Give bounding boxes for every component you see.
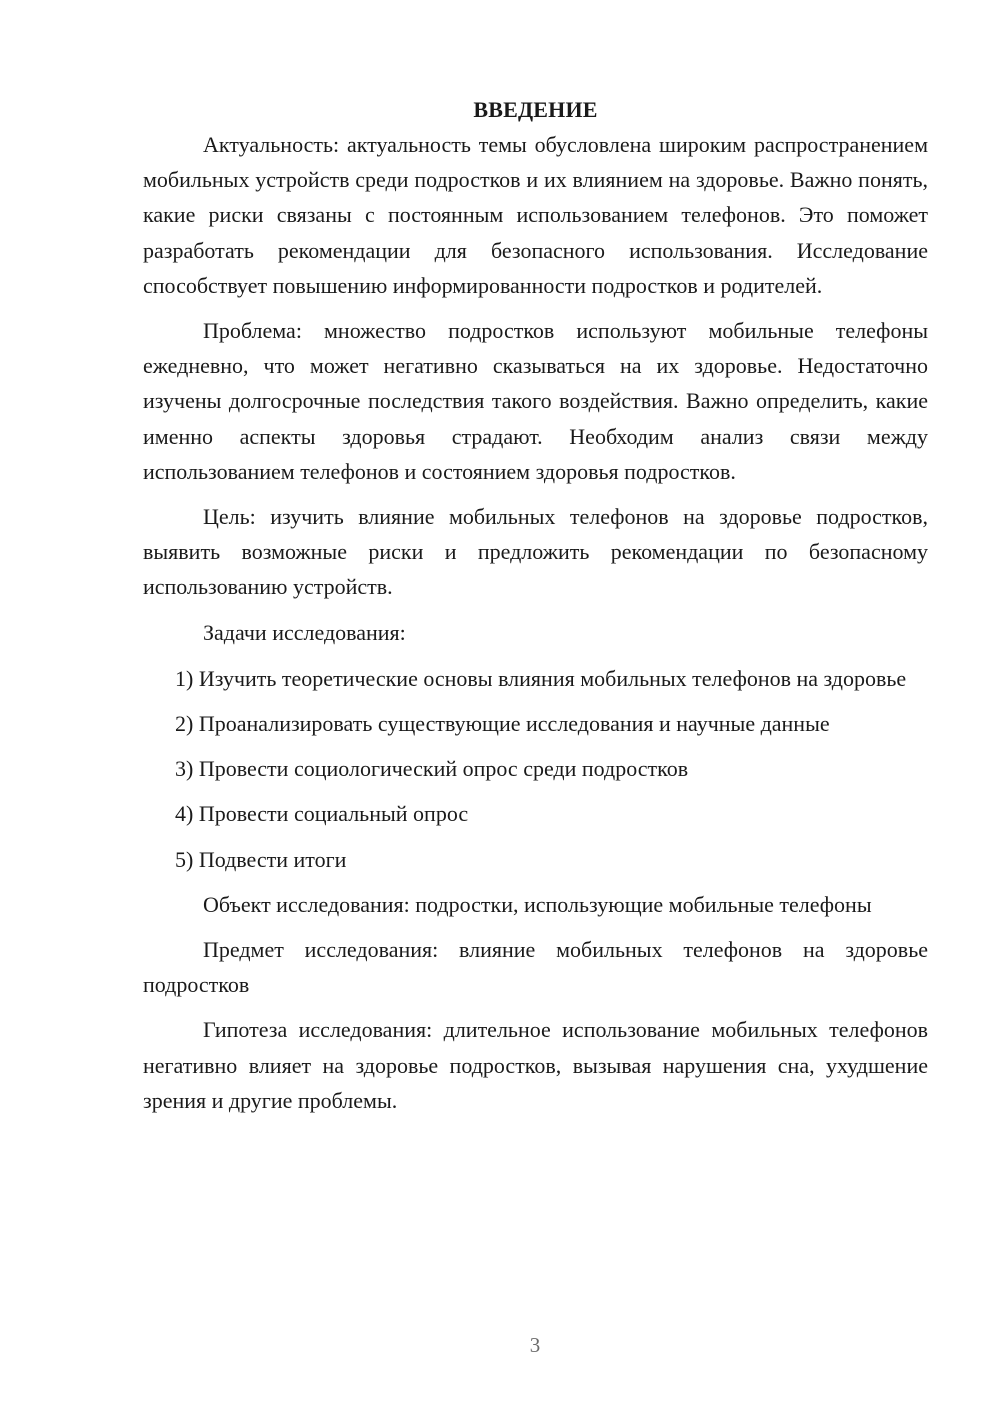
page-number: 3 [529,1333,541,1357]
problem-paragraph: Проблема: множество подростков используют мобильные телефоны ежедневно, что может негативно сказываться на их здоровье. Недостаточно изучены долгосрочные последствия такого воздействия. Важно определить, какие именно аспекты здоровья страдают. Необходим анализ связи между использованием телефонов и состоянием здоровья подростков. [143,318,928,484]
hypothesis-paragraph: Гипотеза исследования: длительное использование мобильных телефонов негативно влияет на здоровье подростков, вызывая нарушения сна, ухудшение зрения и другие проблемы. [143,1017,928,1113]
object-paragraph: Объект исследования: подростки, использующие мобильные телефоны [203,891,872,917]
task-item-3: 3) Провести социологический опрос среди подростков [175,756,689,782]
subject-paragraph: Предмет исследования: влияние мобильных телефонов на здоровье подростков [143,937,928,998]
task-item-2: 2) Проанализировать существующие исследования и научные данные [175,711,830,737]
goal-paragraph: Цель: изучить влияние мобильных телефонов на здоровье подростков, выявить возможные риски и предложить рекомендации по безопасному использованию устройств. [143,504,928,600]
task-item-4: 4) Провести социальный опрос [175,801,469,827]
page-title: ВВЕДЕНИЕ [473,97,598,122]
document-page [143,92,928,1128]
task-item-5: 5) Подвести итоги [175,846,347,872]
relevance-paragraph: Актуальность: актуальность темы обусловлена широким распространением мобильных устройств среди подростков и их влиянием на здоровье. Важно понять, какие риски связаны с постоянным использованием телефонов. Это поможет разработать рекомендации для безопасного использования. Исследование способствует повышению информированности подростков и родителей. [143,132,928,298]
tasks-heading: Задачи исследования: [203,619,406,645]
task-item-1: 1) Изучить теоретические основы влияния мобильных телефонов на здоровье [175,665,907,691]
tasks-list [143,661,928,877]
